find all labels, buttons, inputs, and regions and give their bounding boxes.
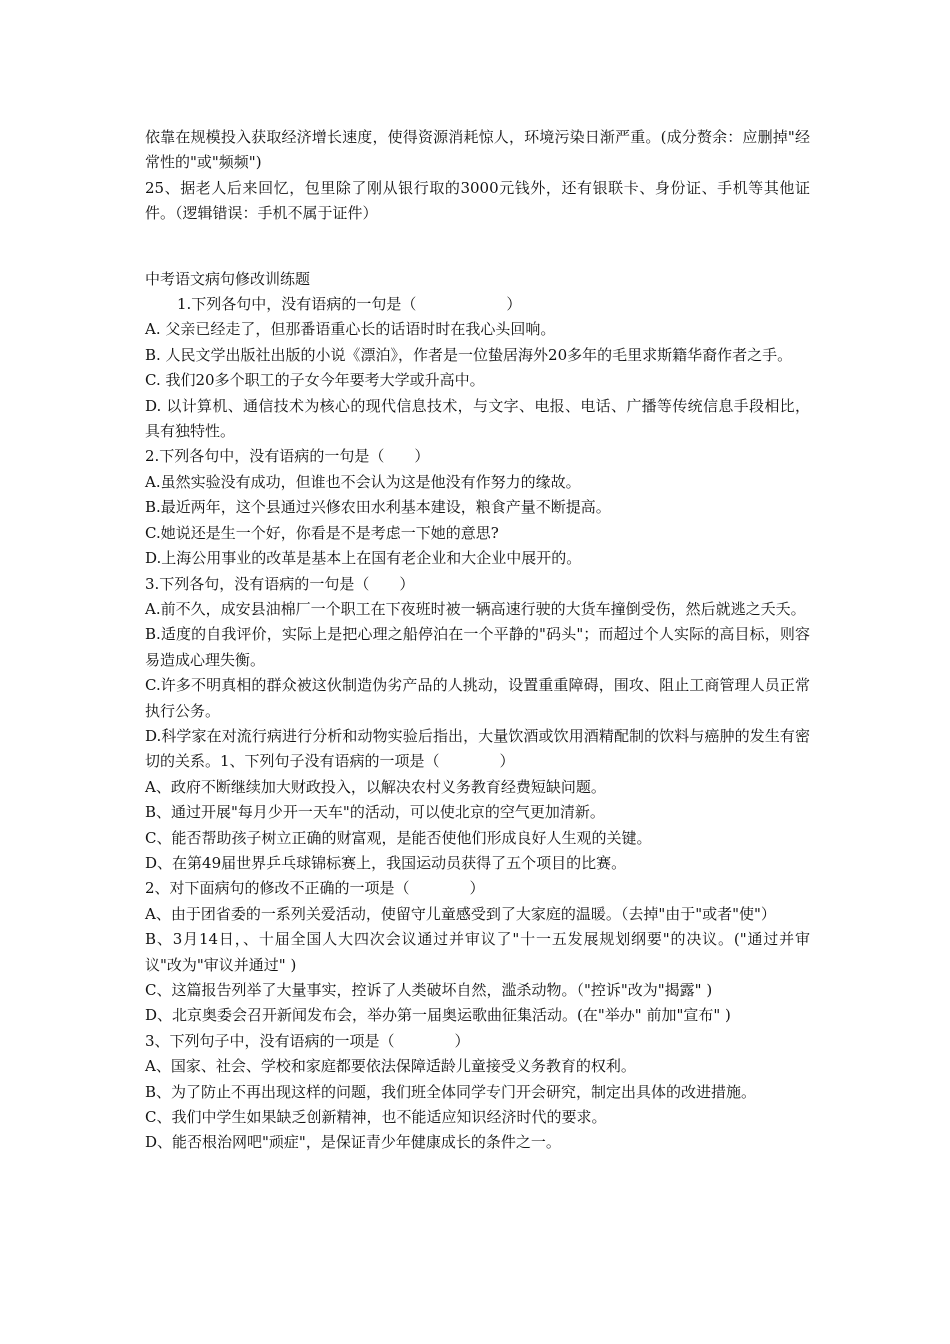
list-item: C、这篇报告列举了大量事实，控诉了人类破坏自然，滥杀动物。（"控诉"改为"揭露" ): [145, 981, 713, 999]
list-item: D. 以计算机、通信技术为核心的现代信息技术，与文字、电报、电话、广播等传统信息手段相比，具有独特性。: [145, 396, 810, 441]
list-item: B. 人民文学出版社出版的小说《漂泊》，作者是一位蛰居海外20多年的毛里求斯籍华裔作者之手。: [145, 345, 793, 364]
document-body: [145, 125, 810, 1156]
list-item: 2.下列各句中，没有语病的一句是（ ）: [145, 447, 430, 466]
list-item: 3、下列句子中，没有语病的一项是（ ）: [145, 1031, 470, 1050]
text-line: 25、据老人后来回忆，包里除了刚从银行取的3000元钱外，还有银联卡、身份证、手机等其他证件。（逻辑错误：手机不属于证件）: [145, 178, 810, 223]
list-item: A. 父亲已经走了，但那番语重心长的话语时时在我心头回响。: [145, 320, 556, 339]
list-item: C、我们中学生如果缺乏创新精神，也不能适应知识经济时代的要求。: [145, 1108, 607, 1127]
text-line: 依靠在规模投入获取经济增长速度，使得资源消耗惊人，环境污染日渐严重。(成分赘余：应删掉"经常性的"或"频频"): [145, 128, 810, 172]
list-item: B、通过开展"每月少开一天车"的活动，可以使北京的空气更加清新。: [145, 803, 605, 822]
list-item: C.她说还是生一个好，你看是不是考虑一下她的意思?: [145, 523, 499, 542]
spacer: [145, 227, 810, 267]
list-item: D.科学家在对流行病进行分析和动物实验后指出，大量饮酒或饮用酒精配制的饮料与癌肿的发生有密切的关系。1、下列句子没有语病的一项是（ ）: [145, 726, 810, 771]
list-item: B、3月14日，、十届全国人大四次会议通过并审议了"十一五发展规划纲要"的决议。("通过并审议"改为"审议并通过" ): [145, 930, 810, 974]
list-item: 3.下列各句，没有语病的一句是（ ）: [145, 574, 415, 593]
list-item: A、国家、社会、学校和家庭都要依法保障适龄儿童接受义务教育的权利。: [145, 1057, 636, 1076]
list-item: A、政府不断继续加大财政投入，以解决农村义务教育经费短缺问题。: [145, 777, 606, 796]
list-item: C.许多不明真相的群众被这伙制造伪劣产品的人挑动，设置重重障碍，围攻、阻止工商管理人员正常执行公务。: [145, 676, 810, 720]
section-title: 中考语文病句修改训练题: [145, 269, 311, 288]
list-item: C. 我们20多个职工的子女今年要考大学或升高中。: [145, 371, 485, 390]
list-item: A、由于团省委的一系列关爱活动，使留守儿童感受到了大家庭的温暖。（去掉"由于"或者"使"）: [145, 904, 776, 923]
list-item: A.前不久，成安县油棉厂一个职工在下夜班时被一辆高速行驶的大货车撞倒受伤，然后就逃之夭夭。: [145, 599, 806, 618]
question-stem: 1.下列各句中，没有语病的一句是（ ）: [177, 295, 522, 314]
list-item: D、能否根治网吧"顽症"，是保证青少年健康成长的条件之一。: [145, 1133, 561, 1152]
list-item: D、北京奥委会召开新闻发布会，举办第一届奥运歌曲征集活动。(在"举办" 前加"宣布" ): [145, 1006, 731, 1025]
list-item: D、在第49届世界乒乓球锦标赛上，我国运动员获得了五个项目的比赛。: [145, 853, 627, 872]
list-item: D.上海公用事业的改革是基本上在国有老企业和大企业中展开的。: [145, 549, 582, 568]
list-item: A.虽然实验没有成功，但谁也不会认为这是他没有作努力的缘故。: [145, 472, 581, 491]
list-item: B.最近两年，这个县通过兴修农田水利基本建设，粮食产量不断提高。: [145, 498, 611, 517]
list-item: 2、对下面病句的修改不正确的一项是（ ）: [145, 879, 485, 898]
list-item: B.适度的自我评价，实际上是把心理之船停泊在一个平静的"码头"；而超过个人实际的高目标，则容易造成心理失衡。: [145, 625, 810, 669]
list-item: B、为了防止不再出现这样的问题，我们班全体同学专门开会研究，制定出具体的改进措施。: [145, 1082, 757, 1101]
list-item: C、能否帮助孩子树立正确的财富观，是能否使他们形成良好人生观的关键。: [145, 828, 652, 847]
